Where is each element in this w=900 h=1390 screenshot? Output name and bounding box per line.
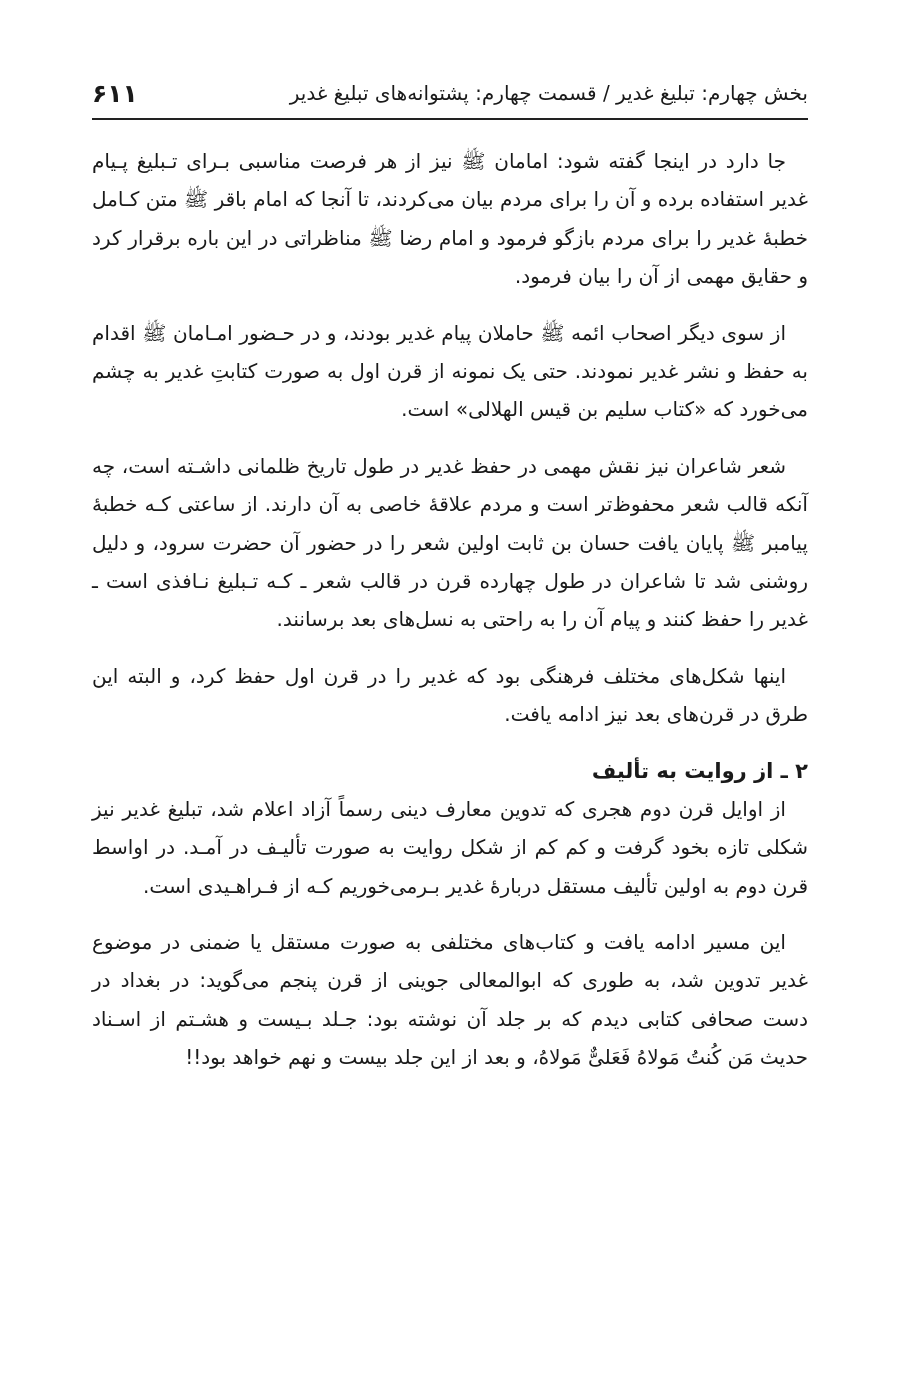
paragraph-cultural-forms: اینها شکل‌های مختلف فرهنگی بود که غدیر را در قرن اول حفظ کرد، و البته این طرق در قرن‌های بعد نیز ادامه یافت. <box>92 663 808 727</box>
section-heading: ۲ ـ از روایت به تألیف <box>591 758 808 783</box>
paragraph-imams-spreading: جا دارد در اینجا گفته شود: امامان ﷺ نیز از هر فرصت مناسبی بـرای تـبلیغ پـیام غدیر استفاده برده و آن را برای مردم بیان می‌کردند، تا آنجا که امام باقر ﷺ متن کـامل خطبهٔ غدیر را برای مردم بازگو فرمود و امام رضا ﷺ مناظراتی در این باره برقرار کرد و حقایق مهمی از آن را بیان فرمود. <box>92 149 808 289</box>
page-number: ۶۱۱ <box>92 78 138 108</box>
paragraph-authorship-start: از اوایل قرن دوم هجری که تدوین معارف دینی رسماً آزاد اعلام شد، تبلیغ غدیر نیز شکلی تازه بخود گرفت و کم کم از شکل روایت به صورت تألیـف در آمـد. در اواسط قرن دوم به اولین تألیف مستقل دربارهٔ غدیر بـرمی‌خوریم کـه از فـراهـیدی است. <box>92 796 808 898</box>
paragraph-juwayni-account: این مسیر ادامه یافت و کتاب‌های مختلفی به صورت مستقل یا ضمنی در موضوع غدیر تدوین شد، به طوری که ابوالمعالی جوینی از قرن پنجم می‌گوید: در بغداد در دست صحافی کتابی دیدم که بر جلد آن نوشته بود: جـلد بـیست و هشـتم از اسـناد حدیث مَن کُنتُ مَولاهُ فَعَلیٌّ مَولاهُ، و بعد از این جلد بیست و نهم خواهد بود!! <box>92 929 808 1070</box>
body-text <box>92 142 808 1095</box>
header-title: بخش چهارم: تبلیغ غدیر / قسمت چهارم: پشتوانه‌های تبلیغ غدیر <box>289 81 808 105</box>
running-header <box>92 68 808 120</box>
paragraph-poets: شعر شاعران نیز نقش مهمی در حفظ غدیر در طول تاریخ ظلمانی داشـته است، چه آنکه قالب شعر محفوظ‌تر است و مردم علاقهٔ خاصی به آن دارند. از ساعتی کـه خطبهٔ پیامبر ﷺ پایان یافت حسان بن ثابت اولین شعر را در حضور آن حضرت سرود، و دلیل روشنی شد تا شاعران در طول چهارده قرن در قالب شعر ـ کـه تـبلیغ نـافذی است ـ غدیر را حفظ کنند و پیام آن را به راحتی به نسل‌های بعد برسانند. <box>92 453 808 632</box>
paragraph-companions: از سوی دیگر اصحاب ائمه ﷺ حاملان پیام غدیر بودند، و در حـضور امـامان ﷺ اقدام به حفظ و نشر غدیر نمودند. حتی یک نمونه از قرن اول به صورت کتابتِ غدیر به چشم می‌خورد که «کتاب سلیم بن قیس الهلالی» است. <box>92 320 808 422</box>
